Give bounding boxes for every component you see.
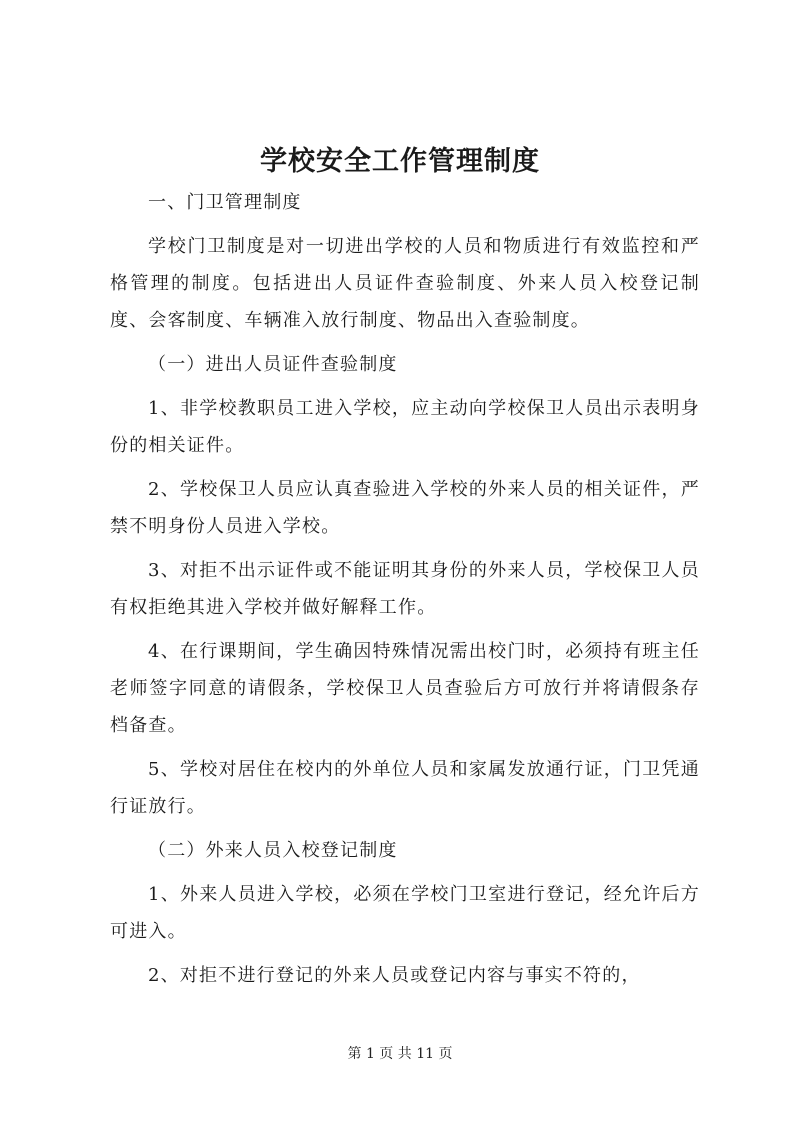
paragraph: 4、在行课期间，学生确因特殊情况需出校门时，必须持有班主任老师签字同意的请假条，学校保卫人员查验后方可放行并将请假条存档备查。 — [110, 641, 700, 736]
paragraph: 学校门卫制度是对一切进出学校的人员和物质进行有效监控和严格管理的制度。包括进出人员证件查验制度、外来人员入校登记制度、会客制度、车辆准入放行制度、物品出入查验制度。 — [110, 236, 700, 331]
paragraph: 1、非学校教职员工进入学校，应主动向学校保卫人员出示表明身份的相关证件。 — [110, 398, 700, 456]
paragraph: 2、对拒不进行登记的外来人员或登记内容与事实不符的， — [148, 965, 641, 986]
subsection-heading: （一）进出人员证件查验制度 — [148, 354, 398, 375]
document-title: 学校安全工作管理制度 — [260, 146, 540, 177]
section-heading: 一、门卫管理制度 — [148, 192, 302, 213]
paragraph: 5、学校对居住在校内的外单位人员和家属发放通行证，门卫凭通行证放行。 — [110, 759, 700, 817]
subsection-heading: （二）外来人员入校登记制度 — [148, 840, 398, 861]
document-body — [110, 184, 700, 1001]
paragraph: 3、对拒不出示证件或不能证明其身份的外来人员，学校保卫人员有权拒绝其进入学校并做好解释工作。 — [110, 560, 700, 618]
paragraph: 2、学校保卫人员应认真查验进入学校的外来人员的相关证件，严禁不明身份人员进入学校。 — [110, 479, 700, 537]
paragraph: 1、外来人员进入学校，必须在学校门卫室进行登记，经允许后方可进入。 — [110, 884, 700, 942]
page-number-footer: 第 1 页 共 11 页 — [347, 1046, 453, 1062]
